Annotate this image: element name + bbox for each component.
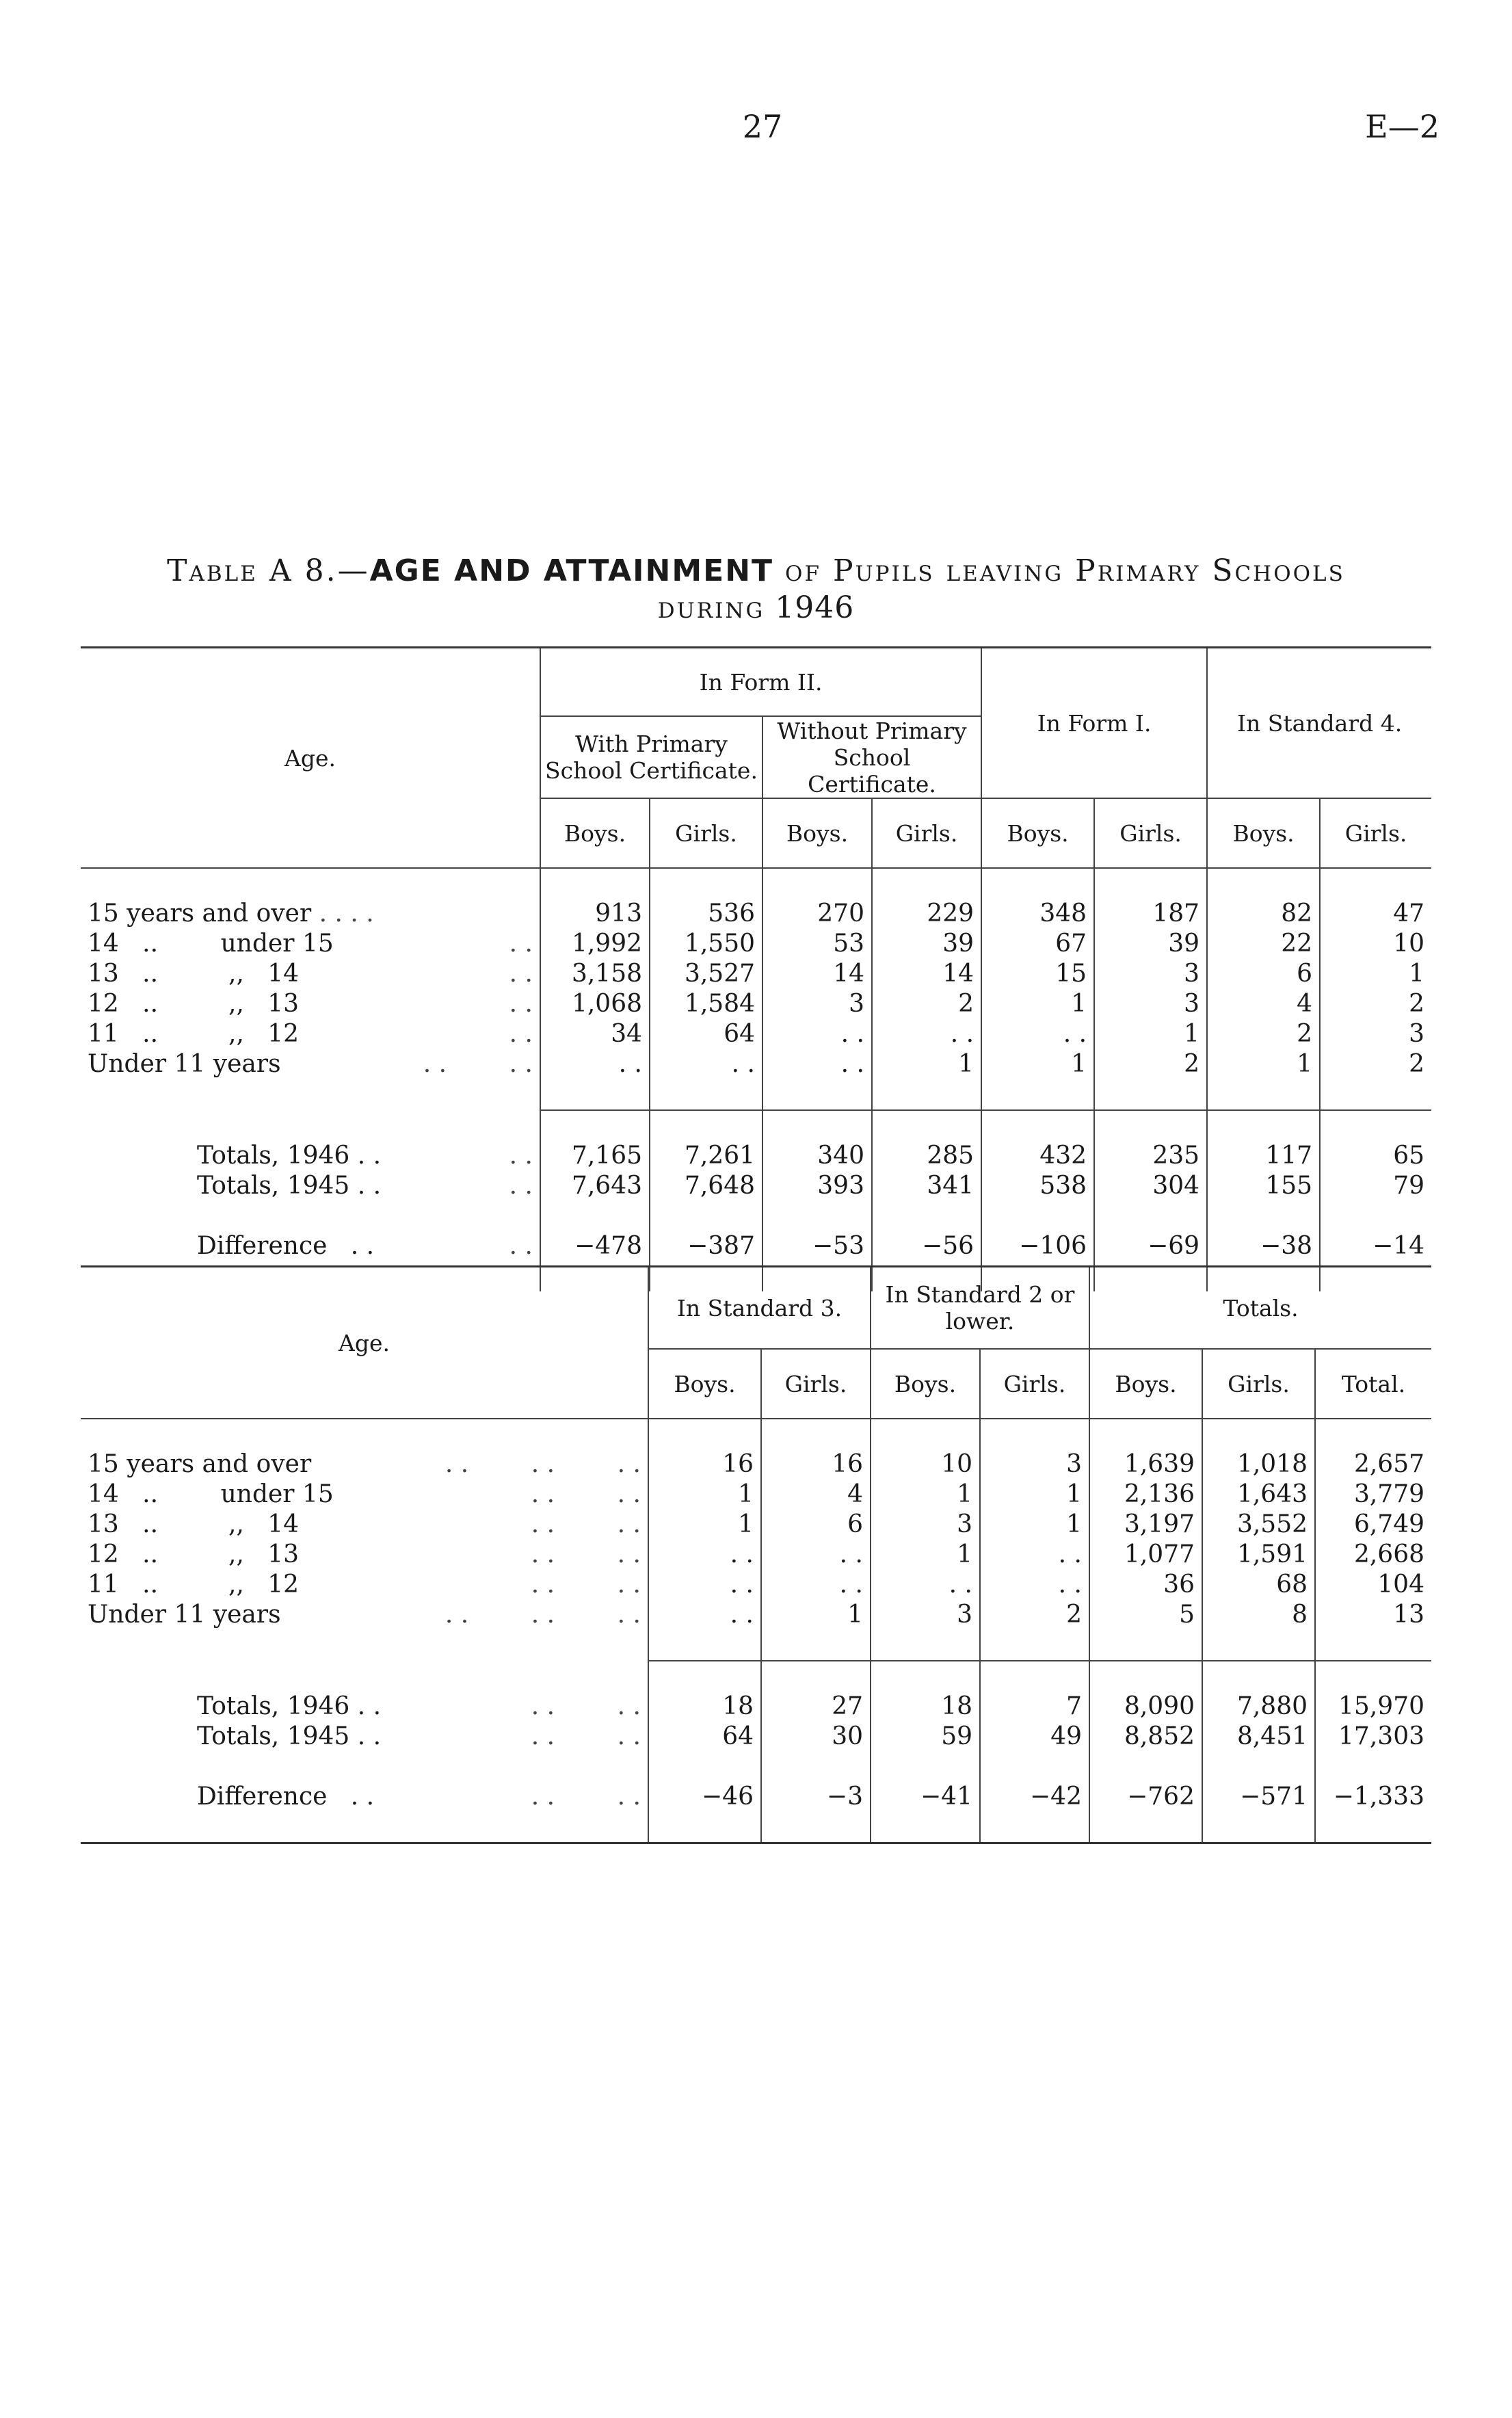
cell: 1,077 bbox=[1089, 1540, 1202, 1570]
cell: 538 bbox=[981, 1171, 1094, 1201]
cell: −571 bbox=[1202, 1782, 1315, 1812]
table-row bbox=[81, 1570, 1431, 1600]
cell: 36 bbox=[1089, 1570, 1202, 1600]
cell: 1,550 bbox=[650, 929, 762, 959]
table-row bbox=[81, 1480, 1431, 1510]
cell: 285 bbox=[872, 1141, 981, 1171]
cell: 229 bbox=[872, 899, 981, 929]
dot-leader: . . . . . . bbox=[445, 1601, 641, 1629]
cell: . . bbox=[761, 1540, 871, 1570]
cell: 39 bbox=[1094, 929, 1207, 959]
cell: . . bbox=[648, 1570, 761, 1600]
dot-leader: . . . . bbox=[531, 1783, 641, 1811]
age-label: 15 years and over bbox=[88, 1450, 312, 1478]
cell: 304 bbox=[1094, 1171, 1207, 1201]
cell: 2 bbox=[1320, 989, 1431, 1019]
sub-header: Total. bbox=[1315, 1349, 1431, 1419]
cell: 8,090 bbox=[1089, 1692, 1202, 1722]
cell: . . bbox=[648, 1540, 761, 1570]
table-row bbox=[81, 1540, 1431, 1570]
totals-row bbox=[81, 1141, 1431, 1171]
without-certificate-header: Without Primary School Certificate. bbox=[762, 716, 981, 798]
dot-leader: . . . . . . bbox=[445, 1450, 641, 1478]
cell: . . bbox=[648, 1600, 761, 1630]
cell: 1 bbox=[761, 1600, 871, 1630]
age-label: Under 11 years bbox=[88, 1050, 281, 1078]
cell: 1,068 bbox=[540, 989, 650, 1019]
cell: 1,643 bbox=[1202, 1480, 1315, 1510]
age-label: 12 .. ,, 13 bbox=[88, 1540, 300, 1568]
difference-label: Difference . . bbox=[197, 1783, 375, 1811]
totals-row bbox=[81, 1171, 1431, 1201]
cell: 15 bbox=[981, 959, 1094, 989]
cell: 2,657 bbox=[1315, 1449, 1431, 1480]
cell: . . bbox=[980, 1540, 1089, 1570]
cell: . . bbox=[540, 1049, 650, 1079]
cell: . . bbox=[872, 1019, 981, 1049]
cell: 79 bbox=[1320, 1171, 1431, 1201]
totals-label: Totals, 1946 . . bbox=[197, 1692, 382, 1720]
cell: 1,584 bbox=[650, 989, 762, 1019]
cell: −69 bbox=[1094, 1231, 1207, 1261]
age-label: 12 .. ,, 13 bbox=[88, 990, 300, 1018]
cell: 2 bbox=[1094, 1049, 1207, 1079]
cell: 270 bbox=[762, 899, 872, 929]
cell: 3,779 bbox=[1315, 1480, 1431, 1510]
cell: 6 bbox=[1207, 959, 1320, 989]
dot-leader: . . bbox=[509, 990, 533, 1018]
cell: 1 bbox=[872, 1049, 981, 1079]
sub-header: Girls. bbox=[980, 1349, 1089, 1419]
cell: 3 bbox=[871, 1510, 980, 1540]
cell: . . bbox=[981, 1019, 1094, 1049]
cell: 8,451 bbox=[1202, 1722, 1315, 1752]
age-label: 14 .. under 15 bbox=[88, 930, 334, 958]
cell: 27 bbox=[761, 1692, 871, 1722]
table-row bbox=[81, 1449, 1431, 1480]
cell: 7,165 bbox=[540, 1141, 650, 1171]
sub-header: Boys. bbox=[540, 798, 650, 868]
totals-label: Totals, 1945 . . bbox=[197, 1172, 382, 1200]
cell: 82 bbox=[1207, 899, 1320, 929]
totals-row bbox=[81, 1722, 1431, 1752]
cell: 30 bbox=[761, 1722, 871, 1752]
cell: 47 bbox=[1320, 899, 1431, 929]
cell: . . bbox=[762, 1049, 872, 1079]
sub-header: Boys. bbox=[981, 798, 1094, 868]
cell: 34 bbox=[540, 1019, 650, 1049]
sub-header: Girls. bbox=[761, 1349, 871, 1419]
cell: 3 bbox=[1094, 989, 1207, 1019]
cell: 65 bbox=[1320, 1141, 1431, 1171]
cell: 1 bbox=[648, 1480, 761, 1510]
sub-header: Girls. bbox=[1094, 798, 1207, 868]
cell: 10 bbox=[1320, 929, 1431, 959]
standard4-header: In Standard 4. bbox=[1207, 648, 1431, 799]
cell: 18 bbox=[871, 1692, 980, 1722]
cell: 64 bbox=[648, 1722, 761, 1752]
sub-header: Girls. bbox=[1202, 1349, 1315, 1419]
cell: −56 bbox=[872, 1231, 981, 1261]
dot-leader: . . bbox=[509, 1142, 533, 1170]
cell: 1 bbox=[1207, 1049, 1320, 1079]
cell: 67 bbox=[981, 929, 1094, 959]
cell: −762 bbox=[1089, 1782, 1202, 1812]
dot-leader: . . . . bbox=[531, 1510, 641, 1538]
cell: . . bbox=[762, 1019, 872, 1049]
sub-header: Boys. bbox=[1089, 1349, 1202, 1419]
cell: 341 bbox=[872, 1171, 981, 1201]
cell: 1,992 bbox=[540, 929, 650, 959]
cell: 340 bbox=[762, 1141, 872, 1171]
table-row bbox=[81, 899, 1431, 929]
cell: 7,261 bbox=[650, 1141, 762, 1171]
cell: 16 bbox=[761, 1449, 871, 1480]
sub-header: Girls. bbox=[872, 798, 981, 868]
standard3-header: In Standard 3. bbox=[648, 1267, 871, 1350]
sub-header: Girls. bbox=[1320, 798, 1431, 868]
title-prefix: Table A 8.— bbox=[167, 553, 370, 588]
dot-leader: . . . . bbox=[531, 1692, 641, 1720]
table-row bbox=[81, 1510, 1431, 1540]
standard2-header: In Standard 2 or lower. bbox=[871, 1267, 1089, 1350]
cell: −53 bbox=[762, 1231, 872, 1261]
age-label: 15 years and over bbox=[88, 899, 312, 928]
cell: 1,591 bbox=[1202, 1540, 1315, 1570]
cell: 2,668 bbox=[1315, 1540, 1431, 1570]
cell: 68 bbox=[1202, 1570, 1315, 1600]
dot-leader: . . . . bbox=[531, 1571, 641, 1599]
cell: −41 bbox=[871, 1782, 980, 1812]
dot-leader: . . . . bbox=[319, 899, 374, 928]
cell: 2 bbox=[1320, 1049, 1431, 1079]
dot-leader: . . bbox=[509, 930, 533, 958]
age-label: 13 .. ,, 14 bbox=[88, 960, 300, 988]
table-row bbox=[81, 1049, 1431, 1079]
cell: −42 bbox=[980, 1782, 1089, 1812]
cell: 2 bbox=[980, 1600, 1089, 1630]
cell: 1 bbox=[648, 1510, 761, 1540]
cell: −46 bbox=[648, 1782, 761, 1812]
cell: 59 bbox=[871, 1722, 980, 1752]
form2-header: In Form II. bbox=[540, 648, 981, 717]
cell: 3,527 bbox=[650, 959, 762, 989]
cell: 155 bbox=[1207, 1171, 1320, 1201]
cell: 1 bbox=[980, 1510, 1089, 1540]
cell: 2,136 bbox=[1089, 1480, 1202, 1510]
cell: 8,852 bbox=[1089, 1722, 1202, 1752]
cell: 3 bbox=[1320, 1019, 1431, 1049]
cell: . . bbox=[871, 1570, 980, 1600]
cell: 39 bbox=[872, 929, 981, 959]
cell: 22 bbox=[1207, 929, 1320, 959]
age-column-header: Age. bbox=[284, 744, 336, 772]
cell: 16 bbox=[648, 1449, 761, 1480]
cell: 1 bbox=[981, 1049, 1094, 1079]
difference-row bbox=[81, 1782, 1431, 1812]
cell: 1,018 bbox=[1202, 1449, 1315, 1480]
cell: −38 bbox=[1207, 1231, 1320, 1261]
dot-leader: . . bbox=[509, 1172, 533, 1200]
cell: 1 bbox=[981, 989, 1094, 1019]
cell: 13 bbox=[1315, 1600, 1431, 1630]
cell: 2 bbox=[872, 989, 981, 1019]
cell: 5 bbox=[1089, 1600, 1202, 1630]
cell: 6 bbox=[761, 1510, 871, 1540]
series-reference: E—2 bbox=[1365, 108, 1440, 145]
table-row bbox=[81, 989, 1431, 1019]
dot-leader: . . bbox=[509, 960, 533, 988]
cell: 14 bbox=[872, 959, 981, 989]
title-suffix: of Pupils leaving Primary Schools bbox=[773, 553, 1345, 588]
title-year: 1946 bbox=[775, 590, 855, 625]
age-label: Under 11 years bbox=[88, 1601, 281, 1629]
cell: 104 bbox=[1315, 1570, 1431, 1600]
dot-leader: . . . . bbox=[531, 1480, 641, 1508]
attainment-table-part-1 bbox=[81, 646, 1431, 1291]
sub-header: Boys. bbox=[871, 1349, 980, 1419]
totals-header: Totals. bbox=[1089, 1267, 1431, 1350]
table-title bbox=[81, 553, 1431, 627]
cell: 2 bbox=[1207, 1019, 1320, 1049]
cell: −3 bbox=[761, 1782, 871, 1812]
page-number: 27 bbox=[742, 108, 783, 145]
cell: 536 bbox=[650, 899, 762, 929]
cell: 18 bbox=[648, 1692, 761, 1722]
table-row bbox=[81, 959, 1431, 989]
dot-leader: . . . . bbox=[531, 1722, 641, 1750]
cell: 7 bbox=[980, 1692, 1089, 1722]
cell: 4 bbox=[1207, 989, 1320, 1019]
cell: 7,648 bbox=[650, 1171, 762, 1201]
age-label: 14 .. under 15 bbox=[88, 1480, 334, 1508]
cell: 3,158 bbox=[540, 959, 650, 989]
cell: 235 bbox=[1094, 1141, 1207, 1171]
age-label: 11 .. ,, 12 bbox=[88, 1571, 300, 1599]
cell: 49 bbox=[980, 1722, 1089, 1752]
age-label: 13 .. ,, 14 bbox=[88, 1510, 300, 1538]
cell: 117 bbox=[1207, 1141, 1320, 1171]
cell: 1 bbox=[1094, 1019, 1207, 1049]
title-bold: AGE AND ATTAINMENT bbox=[369, 553, 774, 588]
cell: 53 bbox=[762, 929, 872, 959]
cell: −478 bbox=[540, 1231, 650, 1261]
table-row bbox=[81, 1019, 1431, 1049]
table-row bbox=[81, 929, 1431, 959]
sub-header: Boys. bbox=[648, 1349, 761, 1419]
dot-leader: . . bbox=[509, 1232, 533, 1260]
age-label: 11 .. ,, 12 bbox=[88, 1020, 300, 1048]
cell: 8 bbox=[1202, 1600, 1315, 1630]
sub-header: Boys. bbox=[1207, 798, 1320, 868]
attainment-table-part-2 bbox=[81, 1265, 1431, 1844]
title-during: during bbox=[657, 590, 765, 625]
cell: 1 bbox=[871, 1540, 980, 1570]
difference-label: Difference . . bbox=[197, 1232, 375, 1260]
cell: 187 bbox=[1094, 899, 1207, 929]
cell: 3,197 bbox=[1089, 1510, 1202, 1540]
cell: 3 bbox=[871, 1600, 980, 1630]
cell: 1 bbox=[980, 1480, 1089, 1510]
cell: 17,303 bbox=[1315, 1722, 1431, 1752]
cell: 348 bbox=[981, 899, 1094, 929]
dot-leader: . . . . bbox=[531, 1540, 641, 1568]
sub-header: Girls. bbox=[650, 798, 762, 868]
cell: 14 bbox=[762, 959, 872, 989]
dot-leader: . . . . bbox=[423, 1050, 533, 1078]
totals-label: Totals, 1945 . . bbox=[197, 1722, 382, 1750]
age-column-header: Age. bbox=[339, 1329, 390, 1356]
difference-row bbox=[81, 1231, 1431, 1261]
cell: −1,333 bbox=[1315, 1782, 1431, 1812]
cell: . . bbox=[980, 1570, 1089, 1600]
cell: 7,643 bbox=[540, 1171, 650, 1201]
cell: . . bbox=[650, 1049, 762, 1079]
with-certificate-header: With Primary School Certificate. bbox=[540, 716, 762, 798]
sub-header: Boys. bbox=[762, 798, 872, 868]
dot-leader: . . bbox=[509, 1020, 533, 1048]
cell: 1 bbox=[871, 1480, 980, 1510]
cell: 7,880 bbox=[1202, 1692, 1315, 1722]
cell: −14 bbox=[1320, 1231, 1431, 1261]
cell: 10 bbox=[871, 1449, 980, 1480]
cell: 432 bbox=[981, 1141, 1094, 1171]
cell: 3 bbox=[762, 989, 872, 1019]
table-row bbox=[81, 1600, 1431, 1630]
cell: 4 bbox=[761, 1480, 871, 1510]
cell: 1,639 bbox=[1089, 1449, 1202, 1480]
cell: 15,970 bbox=[1315, 1692, 1431, 1722]
cell: 393 bbox=[762, 1171, 872, 1201]
form1-header: In Form I. bbox=[981, 648, 1207, 799]
cell: 913 bbox=[540, 899, 650, 929]
cell: 3 bbox=[1094, 959, 1207, 989]
cell: 3 bbox=[980, 1449, 1089, 1480]
totals-row bbox=[81, 1692, 1431, 1722]
cell: −387 bbox=[650, 1231, 762, 1261]
totals-label: Totals, 1946 . . bbox=[197, 1142, 382, 1170]
cell: −106 bbox=[981, 1231, 1094, 1261]
cell: 3,552 bbox=[1202, 1510, 1315, 1540]
cell: . . bbox=[761, 1570, 871, 1600]
cell: 1 bbox=[1320, 959, 1431, 989]
cell: 64 bbox=[650, 1019, 762, 1049]
cell: 6,749 bbox=[1315, 1510, 1431, 1540]
